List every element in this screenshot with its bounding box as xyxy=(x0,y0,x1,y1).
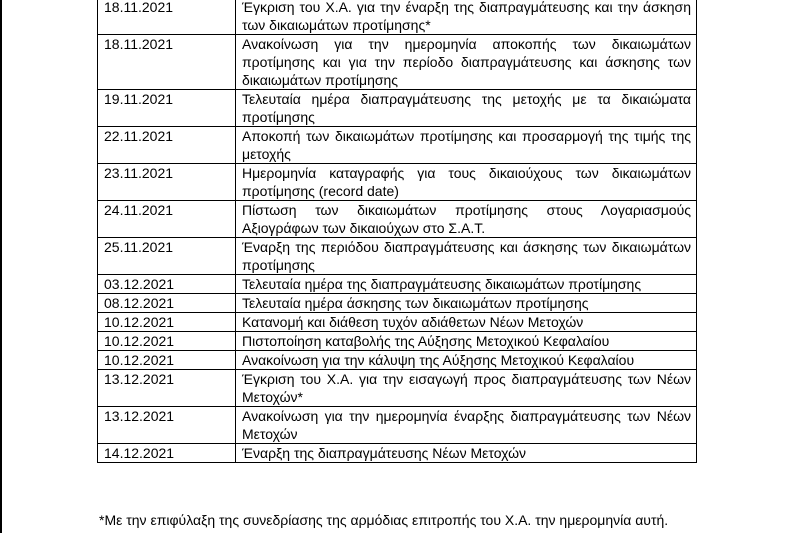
page-left-edge-line xyxy=(0,0,2,533)
event-cell: Τελευταία ημέρα της διαπραγμάτευσης δικαιωμάτων προτίμησης xyxy=(236,275,697,294)
table-row xyxy=(98,0,697,35)
date-cell: 18.11.2021 xyxy=(98,35,236,90)
date-cell: 18.11.2021 xyxy=(98,0,236,35)
table-row xyxy=(98,35,697,90)
table-row xyxy=(98,313,697,332)
table-row xyxy=(98,351,697,370)
table-row xyxy=(98,238,697,275)
event-cell: Ημερομηνία καταγραφής για τους δικαιούχους των δικαιωμάτων προτίμησης (record date) xyxy=(236,164,697,201)
date-cell: 25.11.2021 xyxy=(98,238,236,275)
footnote: *Με την επιφύλαξη της συνεδρίασης της αρμόδιας επιτροπής του Χ.Α. την ημερομηνία αυτή. xyxy=(99,512,669,528)
event-cell: Έναρξη της περιόδου διαπραγμάτευσης και άσκησης των δικαιωμάτων προτίμησης xyxy=(236,238,697,275)
table-row xyxy=(98,127,697,164)
event-cell: Πιστοποίηση καταβολής της Αύξησης Μετοχικού Κεφαλαίου xyxy=(236,332,697,351)
date-cell: 08.12.2021 xyxy=(98,294,236,313)
event-cell: Έγκριση του Χ.Α. για την έναρξη της διαπραγμάτευσης και την άσκηση των δικαιωμάτων προτίμησης* xyxy=(236,0,697,35)
table-row xyxy=(98,407,697,444)
date-cell: 14.12.2021 xyxy=(98,444,236,463)
event-cell: Ανακοίνωση για την ημερομηνία έναρξης διαπραγμάτευσης των Νέων Μετοχών xyxy=(236,407,697,444)
date-cell: 23.11.2021 xyxy=(98,164,236,201)
event-cell: Πίστωση των δικαιωμάτων προτίμησης στους Λογαριασμούς Αξιογράφων των δικαιούχων στο Σ.Α.Τ. xyxy=(236,201,697,238)
date-cell: 10.12.2021 xyxy=(98,351,236,370)
date-cell: 13.12.2021 xyxy=(98,407,236,444)
date-cell: 19.11.2021 xyxy=(98,90,236,127)
event-cell: Κατανομή και διάθεση τυχόν αδιάθετων Νέων Μετοχών xyxy=(236,313,697,332)
event-cell: Ανακοίνωση για την κάλυψη της Αύξησης Μετοχικού Κεφαλαίου xyxy=(236,351,697,370)
event-cell: Έγκριση του Χ.Α. για την εισαγωγή προς διαπραγμάτευσης των Νέων Μετοχών* xyxy=(236,370,697,407)
date-cell: 13.12.2021 xyxy=(98,370,236,407)
table-row xyxy=(98,90,697,127)
table-row xyxy=(98,294,697,313)
date-cell: 10.12.2021 xyxy=(98,313,236,332)
event-cell: Τελευταία ημέρα άσκησης των δικαιωμάτων προτίμησης xyxy=(236,294,697,313)
table-row xyxy=(98,201,697,238)
table-row xyxy=(98,332,697,351)
event-cell: Ανακοίνωση για την ημερομηνία αποκοπής των δικαιωμάτων προτίμησης και για την περίοδο διαπραγμάτευσης και άσκησης των δικαιωμάτων προτίμησης xyxy=(236,35,697,90)
date-cell: 22.11.2021 xyxy=(98,127,236,164)
date-cell: 10.12.2021 xyxy=(98,332,236,351)
table-row xyxy=(98,444,697,463)
event-cell: Αποκοπή των δικαιωμάτων προτίμησης και προσαρμογή της τιμής της μετοχής xyxy=(236,127,697,164)
table-row xyxy=(98,275,697,294)
schedule-table xyxy=(97,0,697,463)
date-cell: 24.11.2021 xyxy=(98,201,236,238)
table-row xyxy=(98,370,697,407)
date-cell: 03.12.2021 xyxy=(98,275,236,294)
event-cell: Τελευταία ημέρα διαπραγμάτευσης της μετοχής με τα δικαιώματα προτίμησης xyxy=(236,90,697,127)
schedule-table-body xyxy=(98,0,697,463)
table-row xyxy=(98,164,697,201)
event-cell: Έναρξη της διαπραγμάτευσης Νέων Μετοχών xyxy=(236,444,697,463)
